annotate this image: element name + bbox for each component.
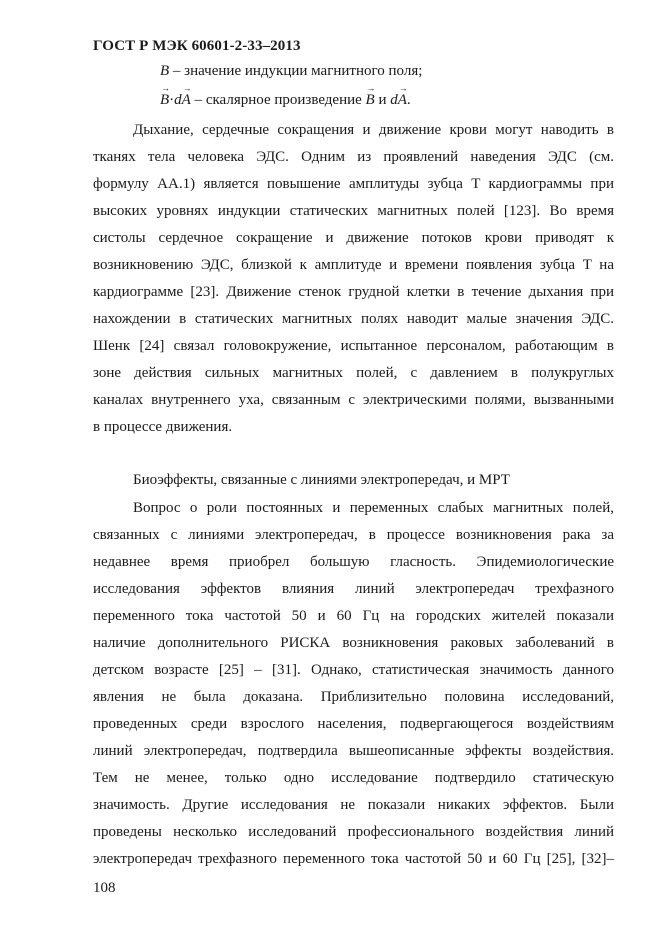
d-symbol-2: d <box>390 92 398 108</box>
b-description: – значение индукции магнитного поля; <box>172 63 423 79</box>
dot-end: . <box>406 92 411 108</box>
paragraph-line: формулу АА.1) является повышение амплитуды зубца T кардиограммы при <box>93 176 614 192</box>
paragraph-line: наличие дополнительного РИСКА возникновения раковых заболеваний в <box>93 635 614 651</box>
paragraph-line: проведены несколько исследований профессионального воздействия линий <box>93 824 614 840</box>
definition-b <box>160 63 422 80</box>
paragraph-line: проведенных среди взрослого населения, подвергающегося воздействиям <box>93 716 614 732</box>
definition-dot-product <box>160 92 411 109</box>
paragraph-line: Тем не менее, только одно исследование подтвердило статическую <box>93 770 614 786</box>
vector-a-2: A → <box>398 92 407 109</box>
paragraph-line: в процессе движения. <box>93 419 233 435</box>
paragraph-line: систолы сердечное сокращение и движение потоков крови приводят к <box>93 230 614 246</box>
paragraph-line: Шенк [24] связал головокружение, испытанное персоналом, работающим в <box>93 338 614 354</box>
paragraph-line: электропередач трехфазного переменного тока частотой 50 и 60 Гц [25], [32]– <box>93 851 614 867</box>
paragraph-line: Дыхание, сердечные сокращения и движение крови могут наводить в <box>133 122 614 138</box>
paragraph-line: тканях тела человека ЭДС. Одним из проявлений наведения ЭДС (см. <box>93 149 614 165</box>
paragraph-line: нахождении в статических магнитных полях наводит малые значения ЭДС. <box>93 311 614 327</box>
paragraph-line: высоких уровнях индукции статических магнитных полей [123]. Во время <box>93 203 614 219</box>
section-heading: Биоэффекты, связанные с линиями электропередач, и МРТ <box>133 472 510 488</box>
dot-operator: · <box>169 92 175 108</box>
vector-b: B → <box>160 92 169 109</box>
document-header: ГОСТ Р МЭК 60601-2-33–2013 <box>93 38 301 54</box>
d-symbol: d <box>174 92 182 108</box>
paragraph-line: Вопрос о роли постоянных и переменных слабых магнитных полей, <box>133 500 614 516</box>
page-number: 108 <box>93 880 116 896</box>
paragraph-line: зоне действия сильных магнитных полей, с давлением в полукруглых <box>93 365 614 381</box>
paragraph-line: значимость. Другие исследования не показали никаких эффектов. Были <box>93 797 614 813</box>
paragraph-line: исследования эффектов влияния линий электропередач трехфазного <box>93 581 614 597</box>
paragraph-line: детском возрасте [25] – [31]. Однако, статистическая значимость данного <box>93 662 614 678</box>
dot-description: – скалярное произведение <box>194 92 362 108</box>
vector-b-2: B → <box>366 92 375 109</box>
paragraph-line: каналах внутреннего уха, связанным с электрическими полями, вызванными <box>93 392 614 408</box>
paragraph-line: кардиограмме [23]. Движение стенок грудной клетки в течение дыхания при <box>93 284 614 300</box>
vector-a: A → <box>182 92 191 109</box>
paragraph-line: явления не была доказана. Приблизительно половина исследований, <box>93 689 614 705</box>
paragraph-line: связанных с линиями электропередач, в процессе возникновения рака за <box>93 527 614 543</box>
paragraph-line: возникновению ЭДС, близкой к амплитуде и времени появления зубца T на <box>93 257 614 273</box>
paragraph-line: недавнее время приобрел большую гласность. Эпидемиологические <box>93 554 614 570</box>
and-word: и <box>378 92 387 108</box>
paragraph-line: линий электропередач, подтвердила вышеописанные эффекты воздействия. <box>93 743 614 759</box>
paragraph-line: переменного тока частотой 50 и 60 Гц на городских жителей показали <box>93 608 614 624</box>
b-symbol: B <box>160 63 170 79</box>
